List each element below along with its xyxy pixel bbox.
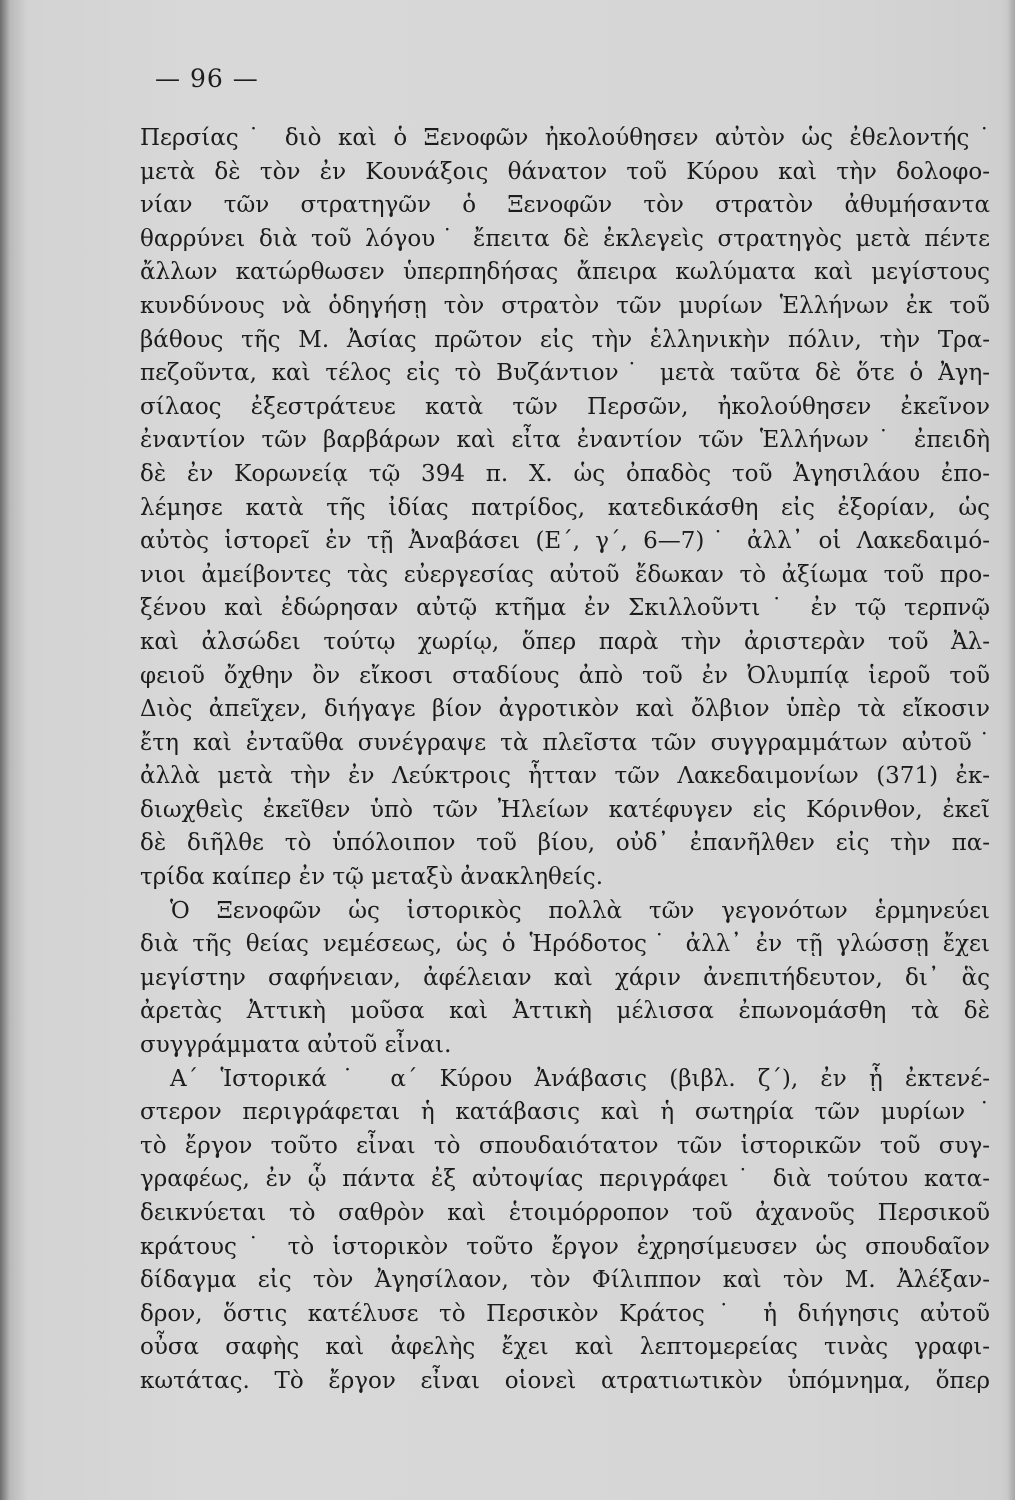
- text-line: φειοῦ ὄχθην ὂν εἴκοσι σταδίους ἀπὸ τοῦ ἐν Ὀλυμπίᾳ ἱεροῦ τοῦ: [140, 662, 990, 689]
- text-line: τρίδα καίπερ ἐν τῷ μεταξὺ ἀνακληθείς.: [140, 864, 603, 891]
- text-line: κυνδύνους νὰ ὁδηγήσῃ τὸν στρατὸν τῶν μυρίων Ἑλλήνων ἐκ τοῦ: [140, 292, 990, 319]
- text-line: δρον, ὅστις κατέλυσε τὸ Περσικὸν Κράτος˙ ἡ διήγησις αὐτοῦ: [140, 1300, 990, 1327]
- text-line: νίαν τῶν στρατηγῶν ὁ Ξενοφῶν τὸν στρατὸν ἀθυμήσαντα: [140, 192, 990, 219]
- body-text: [140, 122, 990, 1399]
- text-line: ἀλλὰ μετὰ τὴν ἐν Λεύκτροις ἧτταν τῶν Λακεδαιμονίων (371) ἐκ-: [140, 763, 990, 790]
- text-line: Ὁ Ξενοφῶν ὡς ἱστορικὸς πολλὰ τῶν γεγονότων ἑρμηνεύει: [170, 897, 990, 924]
- text-line: δὲ ἐν Κορωνείᾳ τῷ 394 π. Χ. ὡς ὀπαδὸς τοῦ Ἀγησιλάου ἐπο-: [140, 460, 990, 487]
- text-line: νιοι ἀμείβοντες τὰς εὐεργεσίας αὐτοῦ ἔδωκαν τὸ ἀξίωμα τοῦ προ-: [140, 561, 990, 588]
- text-line: Α΄ Ἱστορικά˙ α΄ Κύρου Ἀνάβασις (βιβλ. ζ΄), ἐν ᾗ ἐκτενέ-: [170, 1065, 990, 1092]
- text-line: διὰ τῆς θείας νεμέσεως, ὡς ὁ Ἡρόδοτος˙ ἀλλ᾽ ἐν τῇ γλώσσῃ ἔχει: [140, 931, 990, 958]
- text-line: στερον περιγράφεται ἡ κατάβασις καὶ ἡ σωτηρία τῶν μυρίων˙: [140, 1099, 990, 1126]
- text-line: οὖσα σαφὴς καὶ ἀφελὴς ἔχει καὶ λεπτομερείας τινὰς γραφι-: [140, 1334, 990, 1361]
- text-line: αὐτὸς ἱστορεῖ ἐν τῇ Ἀναβάσει (Ε΄, γ΄, 6—7)˙ ἀλλ᾽ οἱ Λακεδαιμό-: [140, 528, 990, 555]
- text-line: πεζοῦντα, καὶ τέλος εἰς τὸ Βυζάντιον˙ μετὰ ταῦτα δὲ ὅτε ὁ Ἀγη-: [140, 360, 990, 387]
- text-line: ἐναντίον τῶν βαρβάρων καὶ εἶτα ἐναντίον τῶν Ἑλλήνων˙ ἐπειδὴ: [140, 427, 990, 454]
- text-line: διωχθεὶς ἐκεῖθεν ὑπὸ τῶν Ἠλείων κατέφυγεν εἰς Κόρινθον, ἐκεῖ: [140, 796, 990, 823]
- text-line: δὲ διῆλθε τὸ ὑπόλοιπον τοῦ βίου, οὐδ᾽ ἐπανῆλθεν εἰς τὴν πα-: [140, 830, 990, 857]
- text-line: Διὸς ἀπεῖχεν, διήγαγε βίον ἀγροτικὸν καὶ ὄλβιον ὑπὲρ τὰ εἴκοσιν: [140, 696, 990, 723]
- text-line: ἔτη καὶ ἐνταῦθα συνέγραψε τὰ πλεῖστα τῶν συγγραμμάτων αὐτοῦ˙: [140, 729, 990, 756]
- text-line: κράτους˙ τὸ ἱστορικὸν τοῦτο ἔργον ἐχρησίμευσεν ὡς σπουδαῖον: [140, 1233, 990, 1260]
- text-line: ἄλλων κατώρθωσεν ὑπερπηδήσας ἄπειρα κωλύματα καὶ μεγίστους: [140, 259, 990, 286]
- text-line: καὶ ἀλσώδει τούτῳ χωρίῳ, ὅπερ παρὰ τὴν ἀριστερὰν τοῦ Ἀλ-: [140, 628, 990, 655]
- text-line: Περσίας˙ διὸ καὶ ὁ Ξενοφῶν ἠκολούθησεν αὐτὸν ὡς ἐθελοντής˙: [140, 125, 990, 151]
- text-line: συγγράμματα αὐτοῦ εἶναι.: [140, 1032, 452, 1059]
- text-line: ξένου καὶ ἐδώρησαν αὐτῷ κτῆμα ἐν Σκιλλοῦντι˙ ἐν τῷ τερπνῷ: [140, 595, 990, 622]
- text-line: δίδαγμα εἰς τὸν Ἀγησίλαον, τὸν Φίλιππον καὶ τὸν Μ. Ἀλέξαν-: [140, 1267, 990, 1294]
- text-line: τὸ ἔργον τοῦτο εἶναι τὸ σπουδαιότατον τῶν ἱστορικῶν τοῦ συγ-: [140, 1132, 990, 1159]
- text-line: δεικνύεται τὸ σαθρὸν καὶ ἑτοιμόρροπον τοῦ ἀχανοῦς Περσικοῦ: [140, 1200, 990, 1226]
- text-line: κωτάτας. Τὸ ἔργον εἶναι οἱονεὶ ατρατιωτικὸν ὑπόμνημα, ὅπερ: [140, 1367, 990, 1394]
- page-number: — 96 —: [155, 64, 259, 93]
- text-line: ἀρετὰς Ἀττικὴ μοῦσα καὶ Ἀττικὴ μέλισσα ἐπωνομάσθη τὰ δὲ: [140, 998, 990, 1025]
- text-line: μεγίστην σαφήνειαν, ἀφέλειαν καὶ χάριν ἀνεπιτήδευτον, δι᾽ ἃς: [140, 964, 990, 991]
- text-line: σίλαος ἐξεστράτευε κατὰ τῶν Περσῶν, ἠκολούθησεν ἐκεῖνον: [140, 393, 990, 420]
- text-line: μετὰ δὲ τὸν ἐν Κουνάξοις θάνατον τοῦ Κύρου καὶ τὴν δολοφο-: [140, 158, 990, 185]
- text-line: θαρρύνει διὰ τοῦ λόγου˙ ἔπειτα δὲ ἐκλεγεὶς στρατηγὸς μετὰ πέντε: [140, 225, 990, 252]
- page-edge-shadow: [1007, 0, 1015, 1500]
- text-line: λέμησε κατὰ τῆς ἰδίας πατρίδος, κατεδικάσθη εἰς ἐξορίαν, ὡς: [140, 494, 990, 521]
- text-line: γραφέως, ἐν ᾧ πάντα ἐξ αὐτοψίας περιγράφει˙ διὰ τούτου κατα-: [140, 1166, 990, 1193]
- text-line: βάθους τῆς Μ. Ἀσίας πρῶτον εἰς τὴν ἑλληνικὴν πόλιν, τὴν Τρα-: [140, 326, 990, 353]
